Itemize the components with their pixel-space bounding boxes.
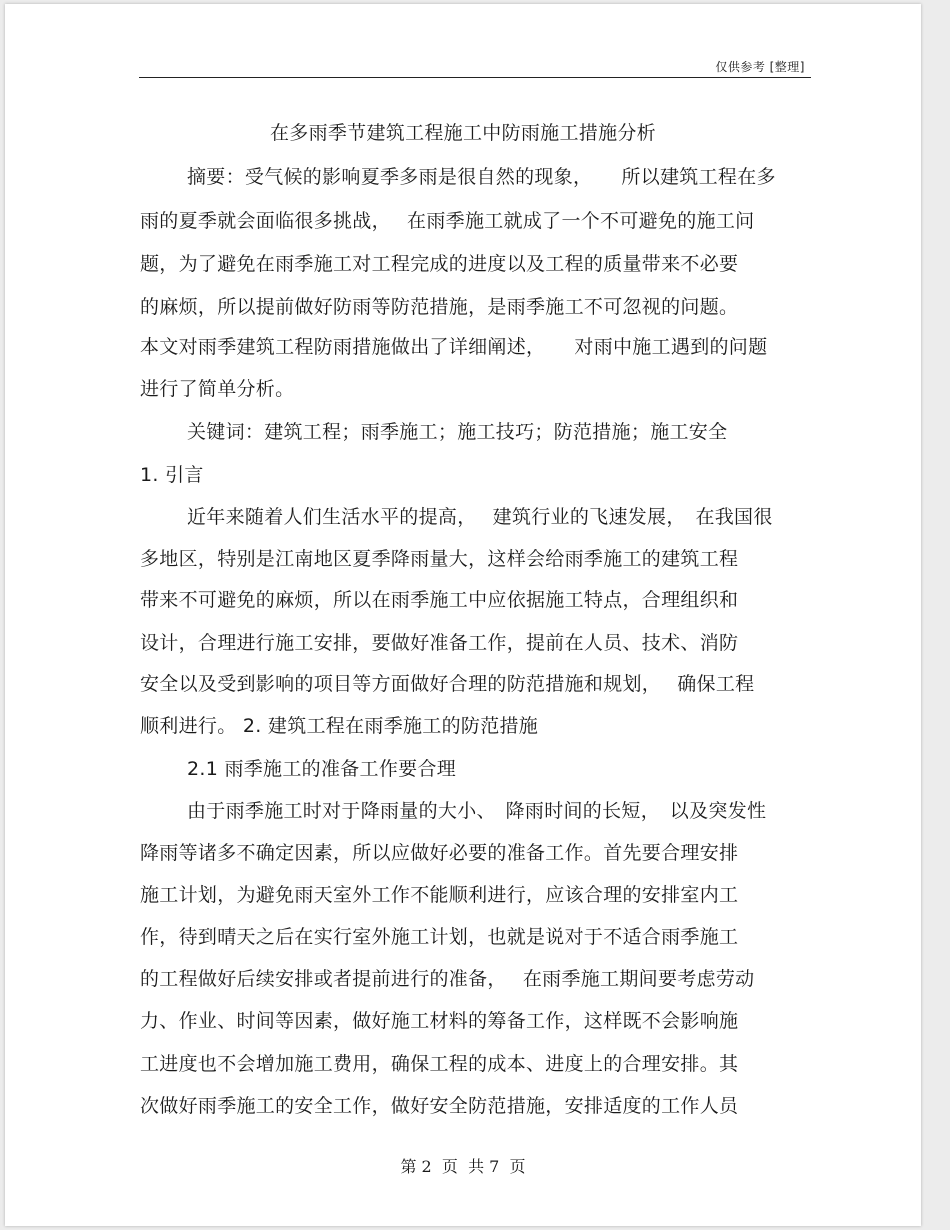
abstract-line: 雨的夏季就会面临很多挑战， 在雨季施工就成了一个不可避免的施工问 <box>140 210 755 232</box>
abstract-line: 的麻烦，所以提前做好防雨等防范措施，是雨季施工不可忽视的问题。 <box>140 296 739 318</box>
abstract-line: 进行了简单分析。 <box>140 378 295 400</box>
abstract-line: 摘要：受气候的影响夏季多雨是很自然的现象， 所以建筑工程在多 <box>187 166 776 188</box>
body-line: 施工计划，为避免雨天室外工作不能顺利进行，应该合理的安排室内工 <box>140 884 739 906</box>
body-line: 作，待到晴天之后在实行室外施工计划，也就是说对于不适合雨季施工 <box>140 926 739 948</box>
abstract-line: 本文对雨季建筑工程防雨措施做出了详细阐述， 对雨中施工遇到的问题 <box>140 336 768 358</box>
body-line: 多地区，特别是江南地区夏季降雨量大，这样会给雨季施工的建筑工程 <box>140 548 739 570</box>
abstract-line: 题，为了避免在雨季施工对工程完成的进度以及工程的质量带来不必要 <box>140 253 739 275</box>
body-line: 带来不可避免的麻烦，所以在雨季施工中应依据施工特点，合理组织和 <box>140 589 739 611</box>
body-line: 降雨等诸多不确定因素，所以应做好必要的准备工作。首先要合理安排 <box>140 842 739 864</box>
body-line: 次做好雨季施工的安全工作，做好安全防范措施，安排适度的工作人员 <box>140 1095 739 1117</box>
section-heading: 1. 引言 <box>140 464 204 486</box>
subsection-heading: 2.1 雨季施工的准备工作要合理 <box>187 758 457 780</box>
header-note: 仅供参考 [整理] <box>715 60 805 74</box>
document-title: 在多雨季节建筑工程施工中防雨施工措施分析 <box>269 122 656 144</box>
body-line: 力、作业、时间等因素，做好施工材料的筹备工作，这样既不会影响施 <box>140 1010 739 1032</box>
body-line: 顺利进行。 2. 建筑工程在雨季施工的防范措施 <box>140 715 539 737</box>
body-line: 安全以及受到影响的项目等方面做好合理的防范措施和规划， 确保工程 <box>140 673 755 695</box>
body-line: 工进度也不会增加施工费用，确保工程的成本、进度上的合理安排。其 <box>140 1053 739 1075</box>
page-number: 第 2 页 共 7 页 <box>400 1157 526 1176</box>
body-line: 的工程做好后续安排或者提前进行的准备， 在雨季施工期间要考虑劳动 <box>140 968 755 990</box>
header-rule <box>139 77 811 78</box>
body-line: 由于雨季施工时对于降雨量的大小、 降雨时间的长短， 以及突发性 <box>187 800 767 822</box>
document-page <box>5 4 921 1226</box>
keywords-line: 关键词：建筑工程；雨季施工；施工技巧；防范措施；施工安全 <box>187 421 728 443</box>
body-line: 设计，合理进行施工安排，要做好准备工作，提前在人员、技术、消防 <box>140 632 739 654</box>
body-line: 近年来随着人们生活水平的提高， 建筑行业的飞速发展， 在我国很 <box>187 506 773 528</box>
